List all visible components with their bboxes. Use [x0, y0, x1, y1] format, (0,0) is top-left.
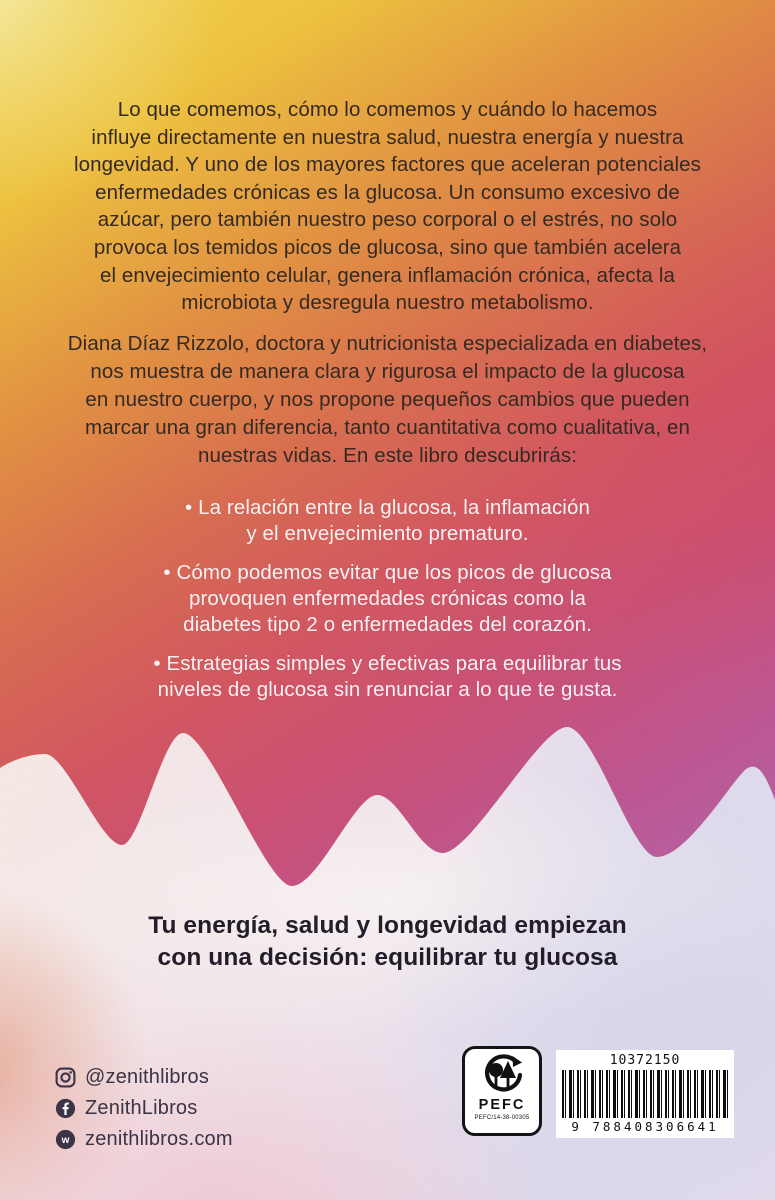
social-label: @zenithlibros — [85, 1066, 210, 1088]
barcode — [556, 1050, 734, 1138]
social-row-facebook — [55, 1093, 233, 1124]
facebook-icon — [55, 1098, 76, 1119]
pefc-trees-icon — [478, 1054, 526, 1096]
bullet-item-glucose-inflammation: • La relación entre la glucosa, la inflamación y el envejecimiento prematuro. — [185, 496, 590, 545]
social-label: ZenithLibros — [85, 1097, 198, 1119]
barcode-top-number: 10372150 — [609, 1053, 681, 1068]
social-row-web — [55, 1124, 233, 1155]
tagline: Tu energía, salud y longevidad empiezan con una decisión: equilibrar tu glucosa — [148, 912, 627, 971]
instagram-icon — [55, 1067, 76, 1088]
pefc-label: PEFC — [478, 1097, 526, 1113]
svg-text:w: w — [61, 1135, 70, 1147]
bullet-item-strategies: • Estrategias simples y efectivas para equilibrar tus niveles de glucosa sin renunciar a lo que te gusta. — [153, 652, 622, 701]
social-label: zenithlibros.com — [85, 1128, 233, 1150]
wordpress-icon — [55, 1129, 76, 1150]
social-links — [55, 1062, 233, 1155]
barcode-bars — [562, 1070, 728, 1118]
bullet-item-chronic-diseases: • Cómo podemos evitar que los picos de glucosa provoquen enfermedades crónicas como la diabetes tipo 2 o enfermedades del corazón. — [163, 561, 612, 636]
intro-paragraph: Lo que comemos, cómo lo comemos y cuándo lo hacemos influye directamente en nuestra salud, nuestra energía y nuestra longevidad. Y uno de los mayores factores que aceleran potenciales enfermedades crónicas es la glucosa. Un consumo excesivo de azúcar, pero también nuestro peso corporal o el estrés, no solo provoca los temidos picos de glucosa, sino que también acelera el envejecimiento celular, genera inflamación crónica, afecta la microbiota y desregula nuestro metabolismo. — [74, 98, 701, 315]
pefc-logo — [462, 1046, 542, 1136]
bullet-list — [0, 495, 775, 716]
social-row-instagram — [55, 1062, 233, 1093]
pefc-cert-number: PEFC/14-38-00305 — [474, 1115, 530, 1121]
barcode-ean-number: 9 788408306641 — [571, 1119, 719, 1134]
author-paragraph: Diana Díaz Rizzolo, doctora y nutricionista especializada en diabetes, nos muestra de manera clara y rigurosa el impacto de la glucosa en nuestro cuerpo, y nos propone pequeños cambios que pueden marcar una gran diferencia, tanto cuantitativa como cualitativa, en nuestras vidas. En este libro descubrirás: — [67, 332, 708, 467]
